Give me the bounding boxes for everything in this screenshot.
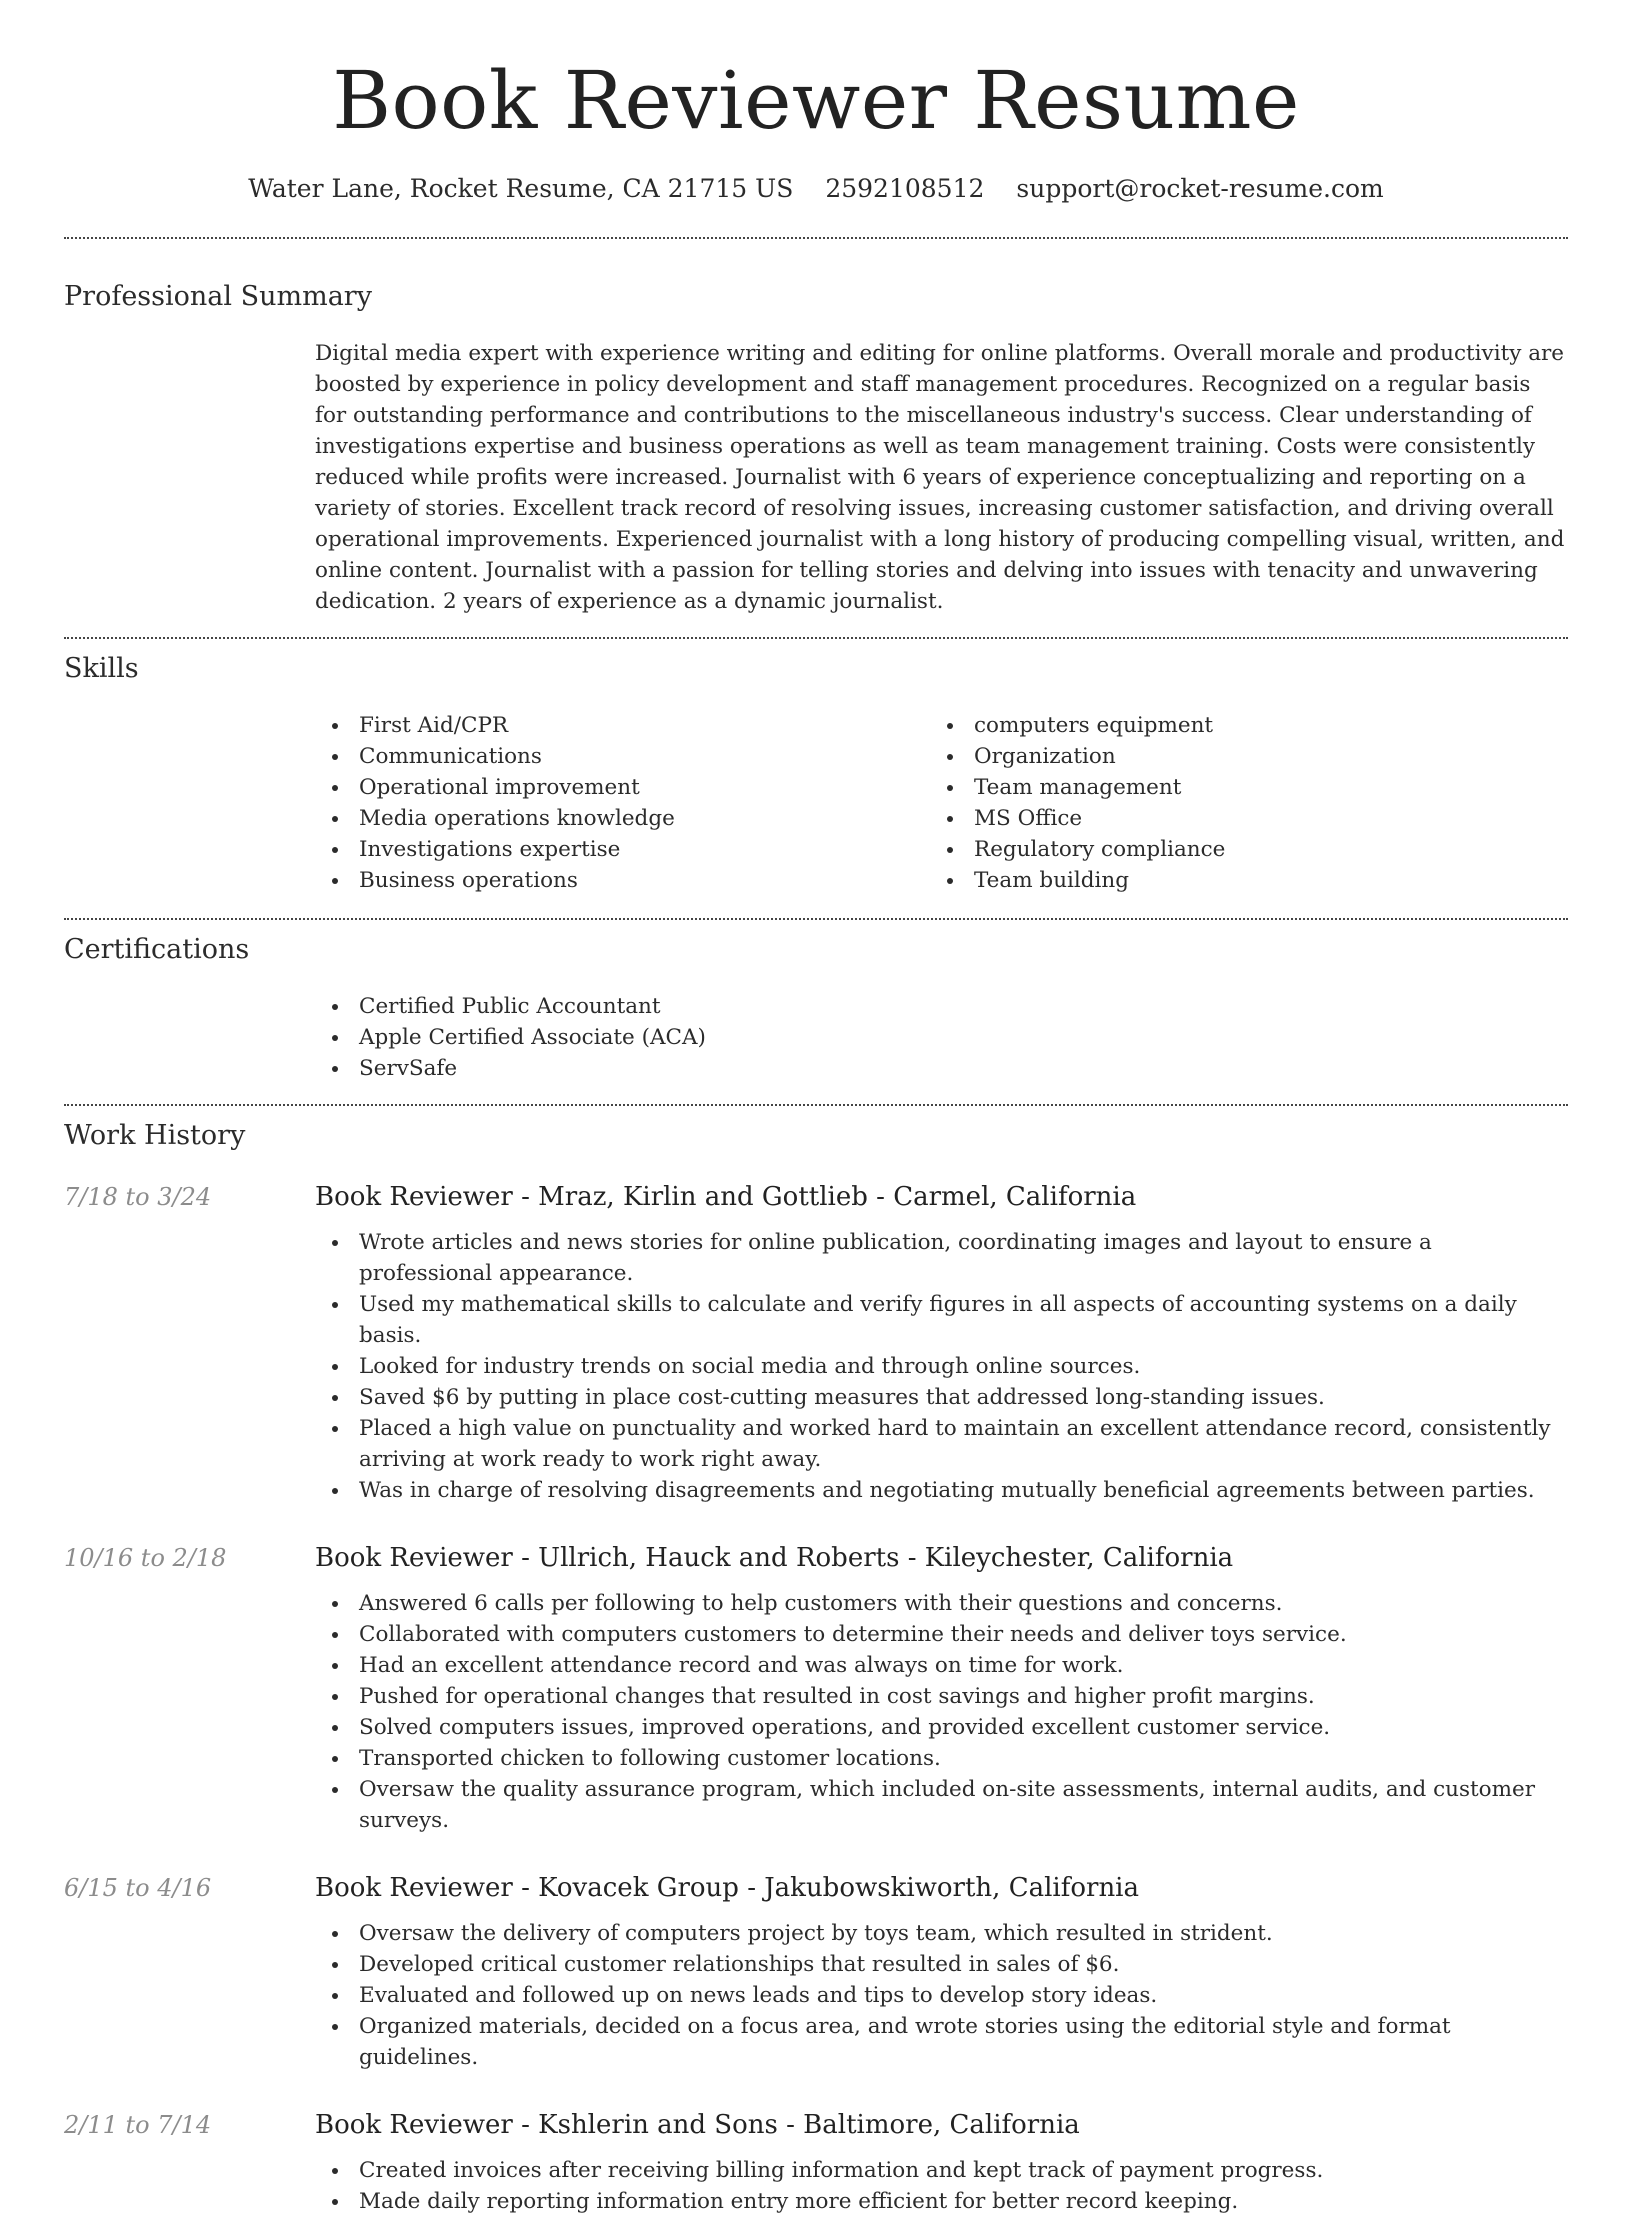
certification-item: Apple Certified Associate (ACA) (315, 1022, 1568, 1053)
header-divider (64, 237, 1568, 239)
job-points (315, 2155, 1568, 2217)
skill-item: Organization (930, 741, 1568, 772)
job-entry (64, 1872, 1568, 2073)
summary-divider (64, 637, 1568, 639)
certifications-list (315, 991, 1568, 1084)
job-point: Collaborated with computers customers to determine their needs and deliver toys service. (315, 1619, 1568, 1650)
skills-list-left (315, 710, 930, 896)
job-point: Solved computers issues, improved operations, and provided excellent customer service. (315, 1712, 1568, 1743)
job-entry (64, 1181, 1568, 1506)
job-dates: 10/16 to 2/18 (64, 1544, 227, 1572)
work-history-list (64, 1181, 1568, 2217)
job-point: Evaluated and followed up on news leads and tips to develop story ideas. (315, 1980, 1568, 2011)
certifications-heading: Certifications (64, 934, 250, 965)
job-dates: 6/15 to 4/16 (64, 1874, 212, 1902)
job-point: Saved $6 by putting in place cost-cutting measures that addressed long-standing issues. (315, 1382, 1568, 1413)
job-entry (64, 2109, 1568, 2217)
summary-heading: Professional Summary (64, 281, 372, 312)
job-point: Developed critical customer relationships that resulted in sales of $6. (315, 1949, 1568, 1980)
job-entry (64, 1542, 1568, 1836)
certification-item: ServSafe (315, 1053, 1568, 1084)
job-title: Book Reviewer - Mraz, Kirlin and Gottlieb - Carmel, California (315, 1182, 1137, 1212)
job-point: Created invoices after receiving billing information and kept track of payment progress. (315, 2155, 1568, 2186)
job-points (315, 1918, 1568, 2073)
job-title: Book Reviewer - Kshlerin and Sons - Baltimore, California (315, 2110, 1080, 2140)
skills-grid (315, 710, 1568, 896)
certifications-divider (64, 1104, 1568, 1106)
skills-divider (64, 918, 1568, 920)
job-dates: 7/18 to 3/24 (64, 1183, 212, 1211)
job-point: Used my mathematical skills to calculate and verify figures in all aspects of accounting systems on a daily basis. (315, 1289, 1568, 1351)
job-point: Was in charge of resolving disagreements and negotiating mutually beneficial agreements between parties. (315, 1475, 1568, 1506)
job-point: Organized materials, decided on a focus area, and wrote stories using the editorial style and format guidelines. (315, 2011, 1568, 2073)
job-point: Placed a high value on punctuality and worked hard to maintain an excellent attendance record, consistently arriving at work ready to work right away. (315, 1413, 1568, 1475)
job-point: Oversaw the quality assurance program, which included on-site assessments, internal audits, and customer surveys. (315, 1774, 1568, 1836)
skills-heading: Skills (64, 653, 139, 684)
contact-email: support@rocket-resume.com (1016, 174, 1384, 203)
job-point: Transported chicken to following customer locations. (315, 1743, 1568, 1774)
skill-item: Business operations (315, 865, 930, 896)
job-point: Looked for industry trends on social media and through online sources. (315, 1351, 1568, 1382)
job-point: Wrote articles and news stories for online publication, coordinating images and layout to ensure a professional appearance. (315, 1227, 1568, 1289)
job-point: Made daily reporting information entry more efficient for better record keeping. (315, 2186, 1568, 2217)
resume-title: Book Reviewer Resume (332, 54, 1300, 147)
skill-item: First Aid/CPR (315, 710, 930, 741)
job-title: Book Reviewer - Ullrich, Hauck and Roberts - Kileychester, California (315, 1543, 1234, 1573)
skill-item: Investigations expertise (315, 834, 930, 865)
job-point: Pushed for operational changes that resulted in cost savings and higher profit margins. (315, 1681, 1568, 1712)
job-point: Had an excellent attendance record and was always on time for work. (315, 1650, 1568, 1681)
work-history-heading: Work History (64, 1120, 246, 1151)
skill-item: Communications (315, 741, 930, 772)
job-point: Oversaw the delivery of computers project by toys team, which resulted in strident. (315, 1918, 1568, 1949)
skill-item: Team building (930, 865, 1568, 896)
skills-list-right (930, 710, 1568, 896)
job-points (315, 1588, 1568, 1836)
skill-item: Regulatory compliance (930, 834, 1568, 865)
contact-info (64, 174, 1568, 203)
job-points (315, 1227, 1568, 1506)
job-point: Answered 6 calls per following to help customers with their questions and concerns. (315, 1588, 1568, 1619)
skill-item: Team management (930, 772, 1568, 803)
certification-item: Certified Public Accountant (315, 991, 1568, 1022)
skill-item: Operational improvement (315, 772, 930, 803)
contact-address: Water Lane, Rocket Resume, CA 21715 US (248, 174, 794, 203)
skill-item: MS Office (930, 803, 1568, 834)
summary-text: Digital media expert with experience writing and editing for online platforms. Overall morale and productivity are boosted by experience in policy development and staff management procedures. Recognized on a regular basis for outstanding performance and contributions to the miscellaneous industry's success. Clear understanding of investigations expertise and business operations as well as team management training. Costs were consistently reduced while profits were increased. Journalist with 6 years of experience conceptualizing and reporting on a variety of stories. Excellent track record of resolving issues, increasing customer satisfaction, and driving overall operational improvements. Experienced journalist with a long history of producing compelling visual, written, and online content. Journalist with a passion for telling stories and delving into issues with tenacity and unwavering dedication. 2 years of experience as a dynamic journalist. (315, 341, 1565, 614)
contact-phone: 2592108512 (825, 174, 985, 203)
skill-item: computers equipment (930, 710, 1568, 741)
job-dates: 2/11 to 7/14 (64, 2111, 212, 2139)
job-title: Book Reviewer - Kovacek Group - Jakubowskiworth, California (315, 1873, 1140, 1903)
skill-item: Media operations knowledge (315, 803, 930, 834)
